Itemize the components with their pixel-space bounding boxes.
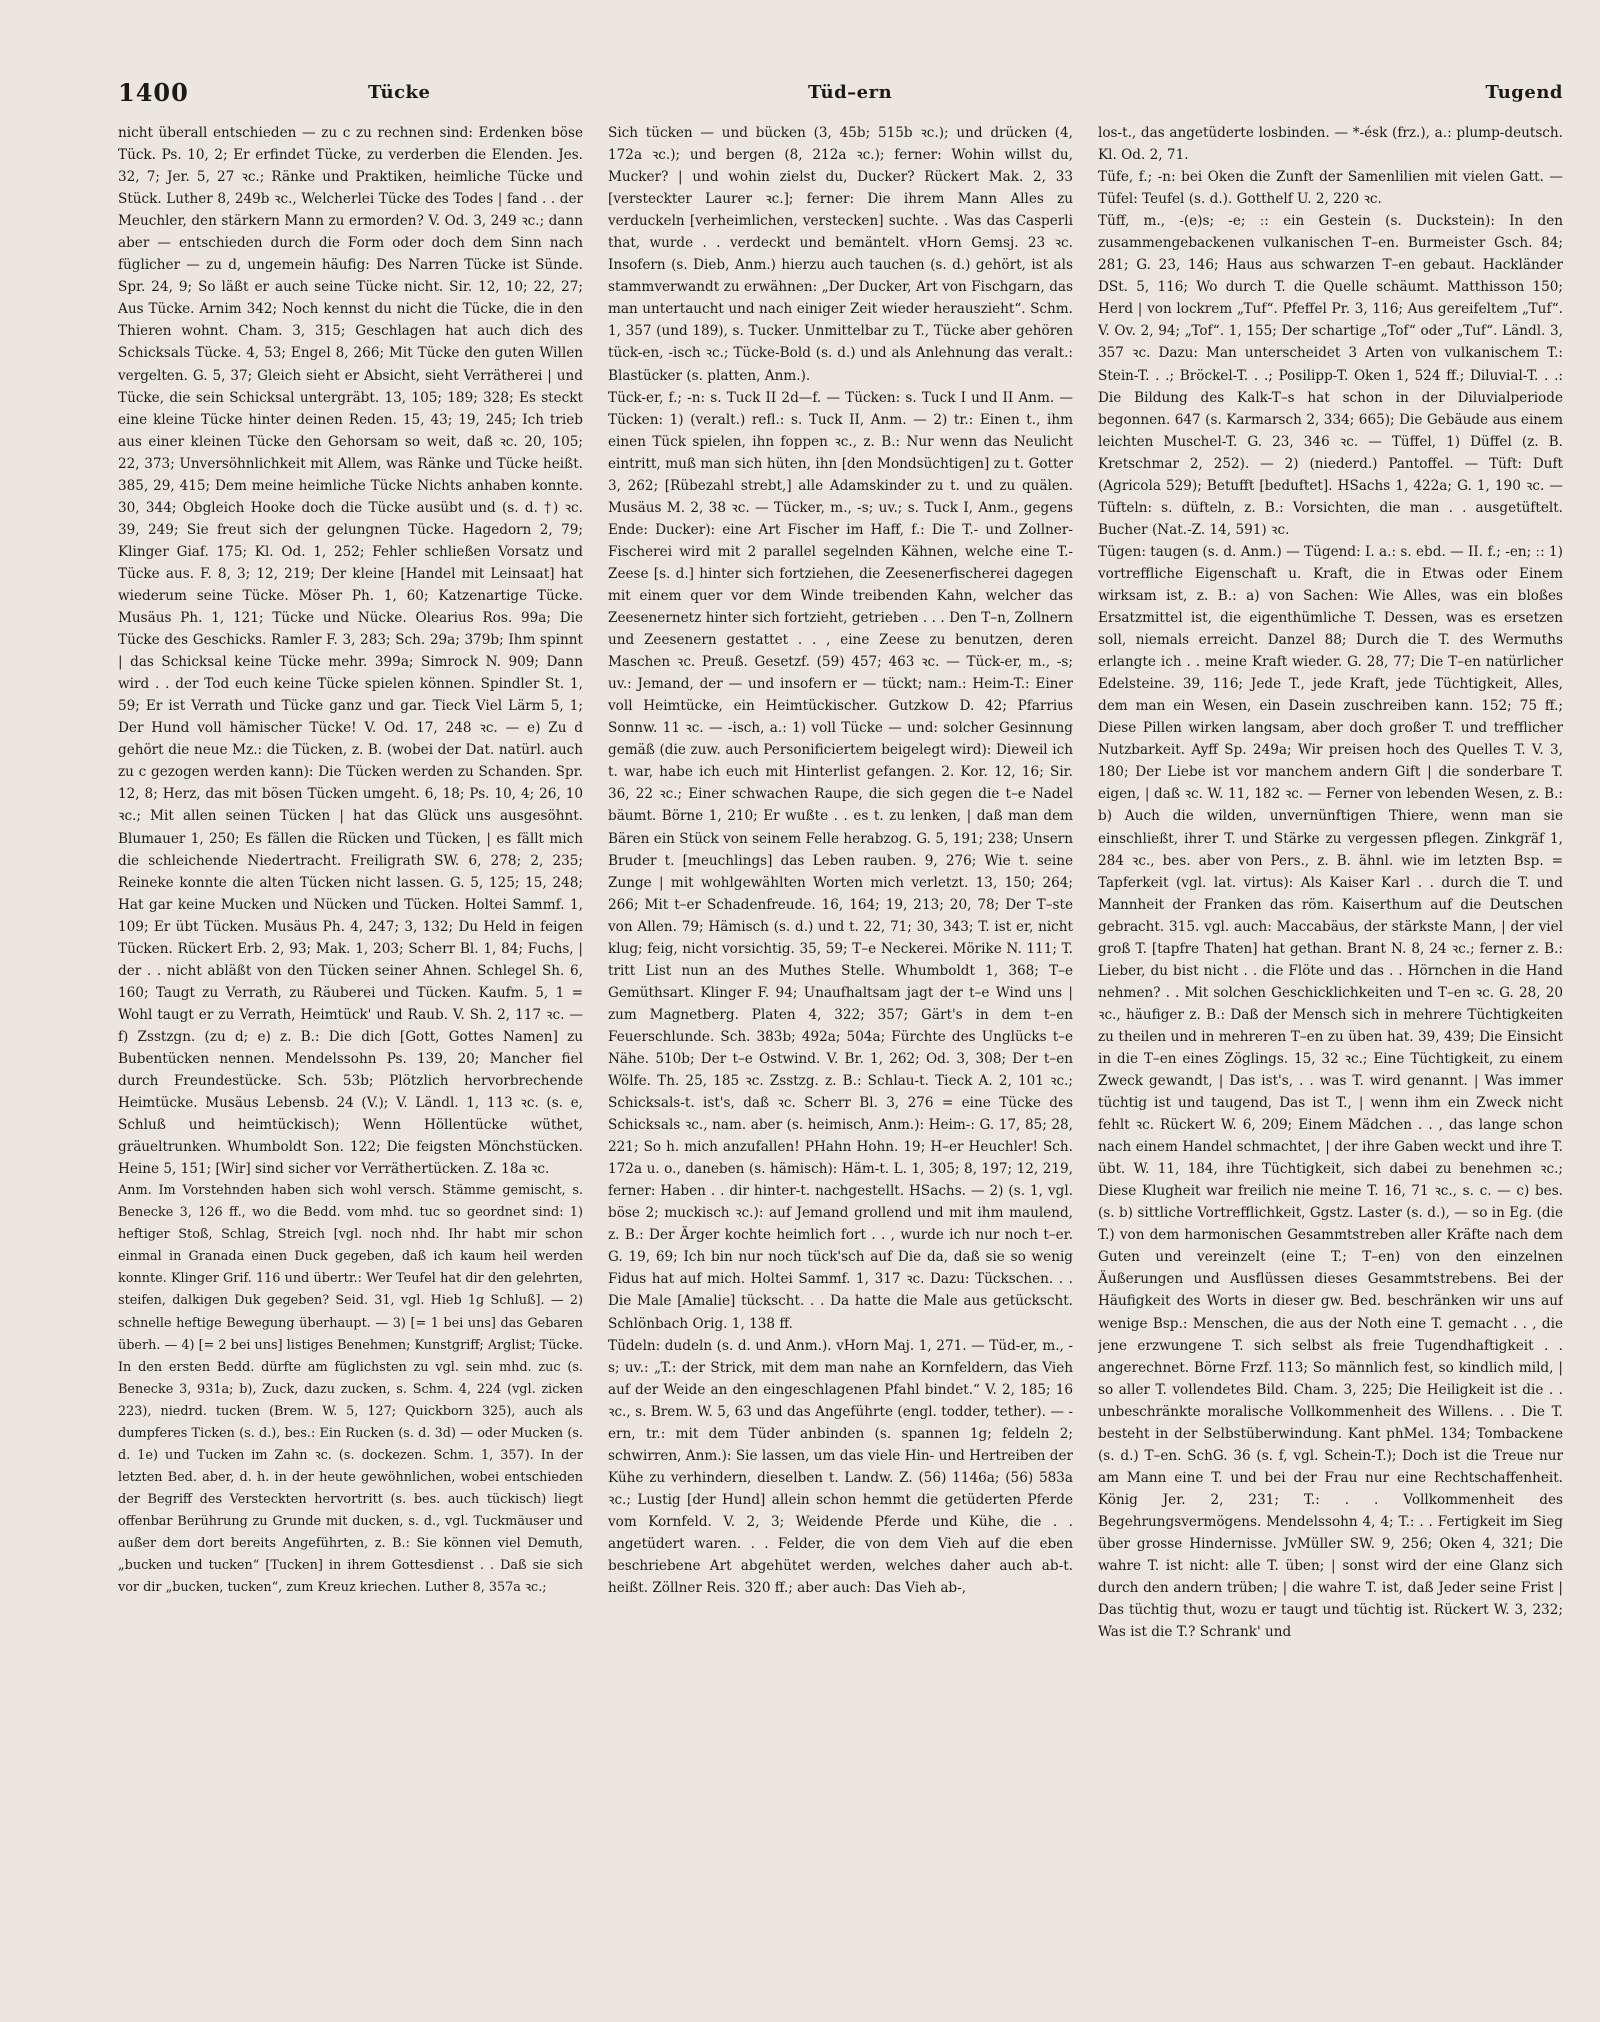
running-headword-left: Tücke: [368, 82, 431, 103]
entry-paragraph: Sich tücken — und bücken (3, 45b; 515b ꝛc.); und drücken (4, 172a ꝛc.); und bergen (8, 212a ꝛc.); ferner: Wohin willst du, Mucker? | und wohin zielst du, Ducker? Rückert Mak. 2, 33 [versteckter Laurer ꝛc.]; ferner: Die ihrem Mann Alles zu verduckeln [verheimlichen, verstecken] suchte. . Was das Casperli that, wurde . . verdeckt und bemäntelt. vHorn Gemsj. 23 ꝛc. Insofern (s. Dieb, Anm.) hierzu auch tauchen (s. d.) gehört, ist als stammverwandt zu erwähnen: „Der Ducker, Art von Fischgarn, das man untertaucht und nach einiger Zeit wieder herauszieht“. Schm. 1, 357 (und 189), s. Tucker. Unmittelbar zu T., Tücke aber gehören tück-en, -isch ꝛc.; Tücke-Bold (s. d.) und als Anlehnung das veralt.: Blastücker (s. platten, Anm.).: [608, 125, 1073, 384]
entry-paragraph: Tüdeln: dudeln (s. d. und Anm.). vHorn Maj. 1, 271. — Tüd-er, m., -s; uv.: „T.: der Strick, mit dem man nahe an Kornfeldern, das Vieh auf der Weide an den eingeschlagenen Pfahl bindet.“ V. 2, 185; 16 ꝛc., s. Brem. W. 5, 63 und das Angeführte (engl. todder, tether). — -ern, tr.: mit dem Tüder anbinden (s. spannen 1g; feldeln 2; schwirren, Anm.): Sie lassen, um das viele Hin- und Hertreiben der Kühe zu verhindern, dieselben t. Landw. Z. (56) 1146a; (56) 583a ꝛc.; Lustig [der Hund] allein schon hemmt die getüderten Pferde vom Kornfeld. V. 2, 3; Weidende Pferde und Kühe, die . . angetüdert waren. . . Felder, die von dem Vieh auf die eben beschriebene Art abgehütet werden, welches daher auch ab-t. heißt. Zöllner Reis. 320 ff.; aber auch: Das Vieh ab-,: [608, 1337, 1073, 1597]
annotation-paragraph: Anm. Im Vorstehnden haben sich wohl versch. Stämme gemischt, s. Benecke 3, 126 ff., wo die Bedd. vom mhd. tuc so geordnet sind: 1) heftiger Stoß, Schlag, Streich [vgl. noch nhd. Ihr habt mir schon einmal in Granada einen Duck gegeben, daß ich kaum heil werden konnte. Klinger Grif. 116 und übertr.: Wer Teufel hat dir den gelehrten, steifen, dalkigen Duk gegeben? Seid. 31, vgl. Hieb 1g Schluß]. — 2) schnelle heftige Bewegung überhaupt. — 3) [= 1 bei uns] das Gebaren überh. — 4) [= 2 bei uns] listiges Benehmen; Kunstgriff; Arglist; Tücke. In den ersten Bedd. dürfte am füglichsten zu vgl. sein mhd. zuc (s. Benecke 3, 931a; b), Zuck, dazu zucken, s. Schm. 4, 224 (vgl. zicken 223), niedrd. tucken (Brem. W. 5, 127; Quickborn 325), auch als dumpferes Ticken (s. d.), bes.: Ein Rucken (s. d. 3d) — oder Mucken (s. d. 1e) und Tucken im Zahn ꝛc. (s. dockezen. Schm. 1, 357). In der letzten Bed. aber, d. h. in der heute gewöhnlichen, wobei entschieden der Begriff des Versteckten hervortritt (s. bes. auch tückisch) liegt offenbar Berührung zu Grunde mit ducken, s. d., vgl. Tuckmäuser und außer dem dort bereits Angeführten, z. B.: Sie können viel Demuth, „bucken und tucken“ [Tucken] in ihrem Gottesdienst . . Daß sie sich vor dir „bucken, tucken“, zum Kreuz kriechen. Luther 8, 357a ꝛc.;: [118, 1183, 583, 1596]
page-number: 1400: [118, 78, 189, 107]
entry-paragraph: nicht überall entschieden — zu c zu rechnen sind: Erdenken böse Tück. Ps. 10, 2; Er erfindet Tücke, zu verderben die Elenden. Jes. 32, 7; Jer. 5, 27 ꝛc.; Ränke und Praktiken, heimliche Tücke und Stück. Luther 8, 249b ꝛc., Welcherlei Tücke des Todes | fand . . der Meuchler, den stärkern Mann zu ermorden? V. Od. 3, 249 ꝛc.; dann aber — entschieden durch die Form oder doch dem Sinn nach füglicher — zu d, ungemein häufig: Des Narren Tücke ist Sünde. Spr. 24, 9; So läßt er auch seine Tücke nicht. Sir. 12, 10; 22, 27; Aus Tücke. Arnim 342; Noch kennst du nicht die Tücke, die in den Thieren wohnt. Cham. 3, 315; Geschlagen hat auch dich des Schicksals Tücke. 4, 53; Engel 8, 266; Mit Tücke den guten Willen vergelten. G. 5, 37; Gleich sieht er Absicht, sieht Verrätherei | und Tücke, die sein Schicksal untergräbt. 13, 105; 189; 328; Es steckt eine kleine Tücke hinter deinen Reden. 15, 43; 19, 245; Ich trieb aus einer kleinen Tücke den Gehorsam so weit, daß ꝛc. 20, 105; 22, 373; Unversöhnlichkeit mit Allem, was Ränke und Tücke heißt. 385, 29, 415; Dem meine heimliche Tücke Nichts anhaben konnte. 30, 344; Obgleich Hooke doch die Tücke ausübt und (s. d. †) ꝛc. 39, 249; Sie freut sich der gelungnen Tücke. Hagedorn 2, 79; Klinger Giaf. 175; Kl. Od. 1, 252; Fehler schließen Vorsatz und Tücke aus. F. 8, 3; 12, 219; Der kleine [Handel mit Leinsaat] hat wiederum seine Tücke. Möser Ph. 1, 60; Katzenartige Tücke. Musäus Ph. 1, 121; Tücke und Nücke. Olearius Ros. 99a; Die Tücke des Geschicks. Ramler F. 3, 283; Sch. 29a; 379b; Ihm spinnt | das Schicksal keine Tücke mehr. 399a; Simrock N. 909; Dann wird . . der Tod euch keine Tücke spielen können. Spindler St. 1, 59; Er ist Verrath und Tücke ganz und gar. Tieck Viel Lärm 5, 1; Der Hund voll hämischer Tücke! V. Od. 17, 248 ꝛc. — e) Zu d gehört die neue Mz.: die Tücken, z. B. (wobei der Dat. natürl. auch zu c gezogen werden kann): Die Tücken werden zu Schanden. Spr. 12, 8; Herz, das mit bösen Tücken umgeht. 6, 18; Ps. 10, 4; 26, 10 ꝛc.; Mit allen seinen Tücken | hat das Glück uns ausgesöhnt. Blumauer 1, 250; Es fällen die Rücken und Tücken, | es fällt mich die schleichende Niedertracht. Freiligrath SW. 6, 278; 2, 235; Reineke konnte die alten Tücken nicht lassen. G. 5, 125; 15, 248; Hat gar keine Mucken und Nücken und Tücken. Holtei Sammf. 1, 109; Er übt Tücken. Musäus Ph. 4, 247; 3, 132; Du Held in feigen Tücken. Rückert Erb. 2, 93; Mak. 1, 203; Scherr Bl. 1, 84; Fuchs, | der . . nicht abläßt von den Tücken seiner Ahnen. Schlegel Sh. 6, 160; Taugt zu Verrath, zu Räuberei und Tücken. Kaufm. 5, 1 = Wohl taugt er zu Verrath, Heimtück' und Raub. V. Sh. 2, 117 ꝛc. — f) Zsstzgn. (zu d; e) z. B.: Die dich [Gott, Gottes Namen] zu Bubentücken nennen. Mendelssohn Ps. 139, 20; Mancher fiel durch Freundestücke. Sch. 53b; Plötzlich hervorbrechende Heimtücke. Musäus Lebensb. 24 (V.); V. Ländl. 1, 113 ꝛc. (s. e, Schluß und heimtückisch); Wenn Höllentücke wüthet, gräueltrunken. Whumboldt Son. 122; Die feigsten Mönchstücken. Heine 5, 151; [Wir] sind sicher vor Verräthertücken. Z. 18a ꝛc.: [118, 125, 583, 1178]
entry-paragraph: Tüfe, f.; -n: bei Oken die Zunft der Samenlilien mit vielen Gatt. — Tüfel: Teufel (s. d.). Gotthelf U. 2, 220 ꝛc.: [1098, 169, 1563, 208]
entry-paragraph: Tügen: taugen (s. d. Anm.) — Tügend: I. a.: s. ebd. — II. f.; -en; ː: 1) vortreffliche Eigenschaft u. Kraft, die in Etwas oder Einem wirksam ist, z. B.: a) von Sachen: Wie Alles, was ein bloßes Ersatzmittel ist, die eigenthümliche T. Dessen, was es ersetzen soll, niemals erreicht. Danzel 88; Durch die T. des Wermuths erlangte ich . . meine Kraft wieder. G. 28, 77; Die T–en natürlicher Edelsteine. 39, 116; Jede T., jede Kraft, jede Tüchtigkeit, Alles, dem man ein Wesen, ein Dasein zuschreiben kann. 152; 75 ff.; Diese Pillen wirken langsam, aber doch großer T. und trefflicher Nutzbarkeit. Ayff Sp. 249a; Wir preisen hoch des Quelles T. V. 3, 180; Der Liebe ist vor manchem andern Gift | die sonderbare T. eigen, | daß ꝛc. W. 11, 182 ꝛc. — Ferner von lebenden Wesen, z. B.: b) Auch die wilden, unvernünftigen Thiere, wenn man sie einschließt, ihrer T. und Stärke zu vergessen pflegen. Zinkgräf 1, 284 ꝛc., bes. aber von Pers., z. B. ähnl. wie im letzten Bsp. = Tapferkeit (vgl. lat. virtus): Als Kaiser Karl . . durch die T. und Mannheit der Franken das röm. Kaiserthum auf die Deutschen gebracht. 315. vgl. auch: Maccabäus, der stärkste Mann, | der viel groß T. [tapfre Thaten] hat gethan. Brant N. 8, 24 ꝛc.; ferner z. B.: Lieber, du bist nicht . . die Flöte und das . . Hörnchen in die Hand nehmen? . . Mit solchen Geschicklichkeiten und T–en ꝛc. G. 28, 20 ꝛc., häufiger z. B.: Daß der Mensch sich in mehrere Tüchtigkeiten zu theilen und in mehreren T–en zu üben hat. 39, 439; Die Einsicht in die T–en eines Zöglings. 15, 32 ꝛc.; Eine Tüchtigkeit, zu einem Zweck gewandt, | Das ist's, . . was T. wird genannt. | Was immer tüchtig ist und taugend, Das ist T., | wenn ihm ein Zweck nicht fehlt ꝛc. Rückert W. 6, 209; Einem Mädchen . . , das lange schon nach einem Handel schmachtet, | der ihre Gaben weckt und ihre T. übt. W. 11, 184, ihre Tüchtigkeit, sich dabei zu benehmen ꝛc.; Diese Klugheit war freilich nie meine T. 16, 71 ꝛc., s. c. — c) bes. (s. b) sittliche Vortrefflichkeit, Ggstz. Laster (s. d.), — so in Eg. (die T.) von dem harmonischen Gesammtstreben aller Kräfte nach dem Guten und vereinzelt (eine T.; T–en) von den einzelnen Äußerungen und Ausflüssen dieses Gesammtstrebens. Bei der Häufigkeit des Worts in dieser gw. Bed. beschränken wir uns auf wenige Bsp.: Menschen, die aus der Noth eine T. gemacht . . , die jene erzwungene T. sich selbst als freie Tugendhaftigkeit . . angerechnet. Börne Frzf. 113; So männlich fest, so kindlich mild, | so aller T. vollendetes Bild. Cham. 3, 225; Die Heiligkeit ist die . . unbeschränkte moralische Vollkommenheit des Willens. . . Die T. besteht in der Selbstüberwindung. Kant phMel. 134; Tombackene (s. d.) T–en. SchG. 36 (s. f, vgl. Schein-T.); Doch ist die Treue nur am Mann eine T. und bei der Frau nur eine Rechtschaffenheit. König Jer. 2, 231; T.: . . Vollkommenheit des Begehrungsvermögens. Mendelssohn 4, 4; T.: . . Fertigkeit im Sieg über grosse Hindernisse. JvMüller SW. 9, 256; Oken 4, 321; Die wahre T. ist nicht: alle T. üben; | sonst wird der eine Glanz sich durch den andern trüben; | die wahre T. ist, daß Jeder seine Frist | Das tüchtig thut, wozu er taugt und tüchtig ist. Rückert W. 3, 232; Was ist die T.? Schrank' und: [1098, 543, 1563, 1641]
column-left: [118, 122, 583, 1997]
column-middle: [608, 122, 1073, 1997]
column-right: [1098, 122, 1563, 1997]
running-headword-right: Tugend: [1485, 82, 1563, 103]
entry-paragraph: los-t., das angetüderte losbinden. — *-ésk (frz.), a.: plump-deutsch. Kl. Od. 2, 71.: [1098, 125, 1563, 164]
running-header: [118, 78, 1563, 112]
text-columns: [118, 122, 1563, 1997]
running-headword-center: Tüd–ern: [808, 82, 893, 103]
entry-paragraph: Tück-er, f.; -n: s. Tuck II 2d—f. — Tücken: s. Tuck I und II Anm. — Tücken: 1) (veralt.) refl.: s. Tuck II, Anm. — 2) tr.: Einen t., ihm einen Tück spielen, ihn foppen ꝛc., z. B.: Nur wenn das Neulicht eintritt, muß man sich hüten, ihn [den Mondsüchtigen] zu t. Gotter 3, 262; [Rübezahl strebt,] alle Adamskinder zu t. und zu quälen. Musäus M. 2, 38 ꝛc. — Tücker, m., -s; uv.; s. Tuck I, Anm., gegens Ende: Ducker): eine Art Fischer im Haff, f.: Die T.- und Zollner-Fischerei wird mit 2 parallel segelnden Kähnen, welche eine T.-Zeese [s. d.] hinter sich fortziehen, die Zeesenerfischerei dagegen mit einem quer vor dem Winde treibenden Kahn, welcher das Zeesenernetz hinter sich fortzieht, getrieben . . . Den T–n, Zollnern und Zeesenern gestattet . . , eine Zeese zu benutzen, deren Maschen ꝛc. Preuß. Gesetzf. (59) 457; 463 ꝛc. — Tück-er, m., -s; uv.: Jemand, der — und insofern er — tückt; nam.: Heim-T.: Einer voll Heimtücke, ein Heimtückischer. Gutzkow D. 42; Pfarrius Sonnw. 11 ꝛc. — -isch, a.: 1) voll Tücke — und: solcher Gesinnung gemäß (die zuw. auch Personificiertem beigelegt wird): Dieweil ich t. war, habe ich euch mit Hinterlist gefangen. 2. Kor. 12, 16; Sir. 36, 22 ꝛc.; Einer schwachen Raupe, die sich gegen die t–e Nadel bäumt. Börne 1, 210; Er wußte . . es t. zu lenken, | daß man dem Bären ein Stück von seinem Felle herabzog. G. 5, 191; 238; Unsern Bruder t. [meuchlings] das Leben rauben. 9, 276; Wie t. seine Zunge | mit wohlgewählten Worten mich verletzt. 13, 150; 264; 266; Mit t–er Schadenfreude. 16, 164; 19, 213; 20, 78; Der T–ste von Allen. 79; Hämisch (s. d.) und t. 22, 71; 30, 343; T. ist er, nicht klug; feig, nicht vorsichtig. 35, 59; T–e Neckerei. Mörike N. 111; T. tritt List nun an des Muthes Stelle. Whumboldt 1, 368; T–e Gemüthsart. Klinger F. 94; Unaufhaltsam jagt der t–e Wind uns | zum Magnetberg. Platen 4, 322; 357; Gärt's in dem t–en Feuerschlunde. Sch. 383b; 492a; 504a; Fürchte des Unglücks t–e Nähe. 510b; Der t–e Ostwind. V. Br. 1, 262; Od. 3, 308; Der t–en Wölfe. Th. 25, 185 ꝛc. Zsstzg. z. B.: Schlau-t. Tieck A. 2, 101 ꝛc.; Schicksals-t. ist's, daß ꝛc. Scherr Bl. 3, 276 = eine Tücke des Schicksals ꝛc., nam. aber (s. heimisch, Anm.): Heim-: G. 17, 85; 28, 221; So h. mich anzufallen! PHahn Hohn. 19; H–er Heuchler! Sch. 172a u. o., daneben (s. hämisch): Häm-t. L. 1, 305; 8, 197; 12, 219, ferner: Haben . . dir hinter-t. nachgestellt. HSachs. — 2) (s. 1, vgl. böse 2; muckisch ꝛc.): auf Jemand grollend und mit ihm maulend, z. B.: Der Ärger kochte heimlich fort . . , wurde ich nur noch t–er. G. 19, 69; Ich bin nur noch tück'sch auf Die da, daß sie so wenig Fidus hat auf mich. Holtei Sammf. 1, 317 ꝛc. Dazu: Tückschen. . . Die Male [Amalie] tückscht. . . Da hatte die Male aus getückscht. Schlönbach Orig. 1, 138 ff.: [608, 389, 1073, 1332]
entry-paragraph: Tüff, m., -(e)s; -e; ː: ein Gestein (s. Duckstein): In den zusammengebackenen vulkanischen T–en. Burmeister Gsch. 84; 281; G. 23, 146; Haus aus schwarzen T–en gebaut. Hackländer DSt. 5, 116; Wo durch T. die Quelle schäumt. Matthisson 150; Herd | von lockrem „Tuf“. Pfeffel Pr. 3, 116; Aus gereifeltem „Tuf“. V. Ov. 2, 94; „Tof“. 1, 155; Der schartige „Tof“ oder „Tuf“. Ländl. 3, 357 ꝛc. Dazu: Man unterscheidet 3 Arten von vulkanischem T.: Stein-T. . .; Bröckel-T. . .; Posilipp-T. Oken 1, 524 ff.; Diluvial-T. . .: Die Bildung des Kalk-T–s hat schon in der Diluvialperiode begonnen. 647 (s. Karmarsch 2, 334; 665); Die Gebäude aus einem leichten Muschel-T. G. 23, 346 ꝛc. — Tüffel, 1) Düffel (z. B. Kretschmar 2, 252). — 2) (niederd.) Pantoffel. — Tüft: Duft (Agricola 529); Betufft [beduftet]. HSachs 1, 422a; G. 1, 190 ꝛc. — Tüfteln: s. düfteln, z. B.: Vorsichten, die man . . ausgetüftelt. Bucher (Nat.-Z. 14, 591) ꝛc.: [1098, 213, 1563, 538]
